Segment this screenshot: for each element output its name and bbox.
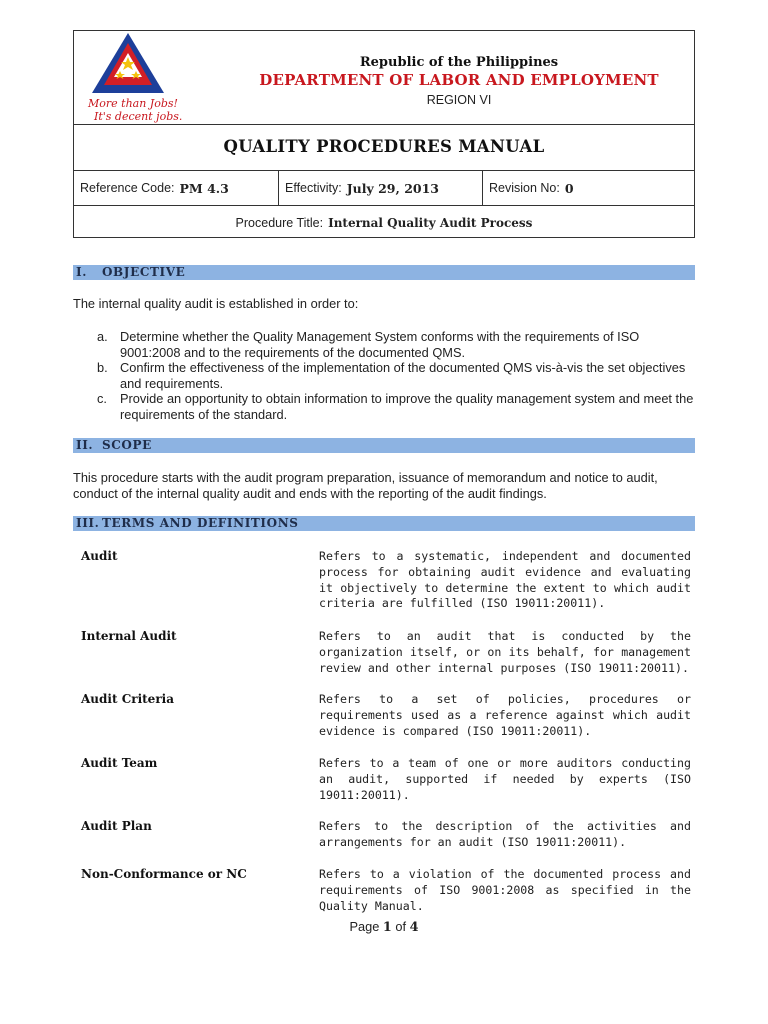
scope-text: This procedure starts with the audit program preparation, issuance of memorandum and notice to audit, conduct of the internal quality audit and ends with the reporting of the audit findings. (73, 470, 658, 501)
procedure-title-row (74, 205, 694, 239)
manual-title-row (74, 124, 694, 170)
page-total: 4 (409, 920, 419, 935)
term-definition: Refers to a set of policies, procedures or requirements used as a reference against which audit evidence is compared (ISO 19011:20011). (319, 692, 691, 738)
effectivity-cell (279, 171, 483, 205)
section-number: II. (76, 438, 94, 452)
page-word: Page (349, 919, 380, 934)
term-definition: Refers to the description of the activities and arrangements for an audit (ISO 19011:20011). (319, 819, 691, 849)
term-label: Audit (81, 549, 118, 563)
procedure-title-label: Procedure Title: (235, 215, 324, 230)
revision-cell (483, 171, 694, 205)
section-title: OBJECTIVE (102, 265, 186, 279)
effectivity-label: Effectivity: (285, 181, 342, 195)
list-marker: c. (97, 391, 107, 406)
term-definition: Refers to a violation of the documented process and requirements of ISO 9001:2008 as specified in the Quality Manual. (319, 867, 691, 913)
section-number: I. (76, 265, 87, 279)
effectivity-value: July 29, 2013 (346, 180, 439, 196)
manual-title: QUALITY PROCEDURES MANUAL (223, 137, 545, 156)
republic-label: Republic of the Philippines (359, 55, 559, 70)
term-label: Internal Audit (81, 629, 177, 643)
reference-code-label: Reference Code: (80, 181, 175, 195)
dole-logo (84, 31, 194, 124)
section-title: SCOPE (102, 438, 152, 452)
section-heading-terms (73, 516, 695, 531)
list-text: Provide an opportunity to obtain information to improve the quality management system and meet the requirements of the standard. (120, 391, 694, 422)
revision-label: Revision No: (489, 181, 560, 195)
reference-code-cell (74, 171, 279, 205)
term-label: Audit Criteria (81, 692, 174, 706)
term-definition: Refers to a team of one or more auditors conducting an audit, supported if needed by experts (ISO 19011:20011). (319, 756, 691, 802)
section-heading-objective (73, 265, 695, 280)
procedure-title-value: Internal Quality Audit Process (328, 215, 533, 230)
procedure-title (74, 206, 694, 239)
document-info-row (74, 170, 694, 205)
section-heading-scope (73, 438, 695, 453)
logo-tagline-1: More than Jobs! (88, 97, 178, 110)
section-number: III. (76, 516, 100, 530)
page-current: 1 (382, 920, 392, 935)
page-number (0, 919, 768, 935)
page-of: of (395, 919, 407, 934)
section-title: TERMS AND DEFINITIONS (102, 516, 299, 530)
document-header (73, 30, 695, 238)
list-text: Confirm the effectiveness of the implementation of the documented QMS vis-à-vis the set objectives and requirements. (120, 360, 686, 391)
list-marker: a. (97, 329, 108, 344)
list-marker: b. (97, 360, 108, 375)
term-definition: Refers to a systematic, independent and documented process for obtaining audit evidence and evaluating it objectively to determine the extent to which audit criteria are fulfilled (ISO 19011:20011). (319, 549, 691, 611)
reference-code-value: PM 4.3 (179, 180, 229, 196)
term-label: Audit Team (81, 756, 158, 770)
objective-intro: The internal quality audit is established in order to: (73, 296, 359, 311)
term-label: Audit Plan (81, 819, 152, 833)
term-definition: Refers to an audit that is conducted by the organization itself, or on its behalf, for management review and other internal purposes (ISO 19011:20011). (319, 629, 691, 675)
list-text: Determine whether the Quality Management System conforms with the requirements of ISO 9001:2008 and to the requirements of the documented QMS. (120, 329, 640, 360)
revision-value: 0 (564, 180, 574, 196)
term-label: Non-Conformance or NC (81, 867, 247, 881)
logo-tagline-2: It's decent jobs. (94, 110, 183, 123)
header-title-row (74, 31, 694, 124)
department-name: DEPARTMENT OF LABOR AND EMPLOYMENT (259, 71, 659, 89)
region-label: REGION VI (426, 93, 492, 107)
